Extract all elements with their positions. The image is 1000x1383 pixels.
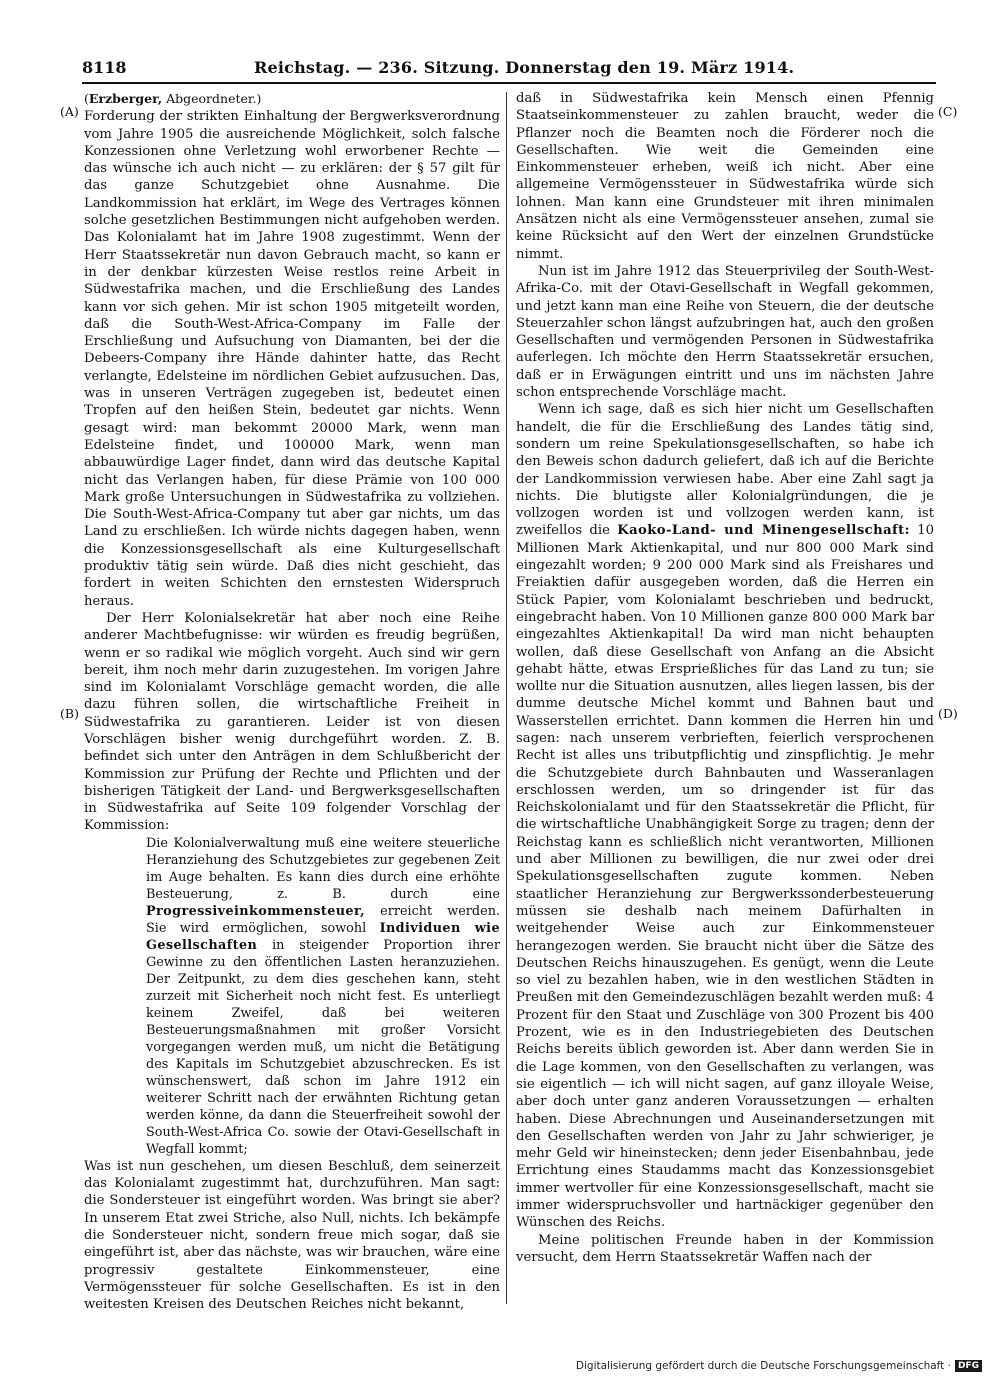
running-title: Reichstag. — 236. Sitzung. Donnerstag den 19. März 1914. xyxy=(254,58,795,77)
paragraph: daß in Südwestafrika kein Mensch einen Pfennig Staatseinkommensteuer zu zahlen braucht, weder die Pflanzer noch die Beamten noch die Förderer noch die Gesellschaften. Wie weit die Gemeinden eine Einkommensteuer erheben, weiß ich nicht. Aber eine allgemeine Vermögenssteuer in Südwestafrika würde sich lohnen. Man kann eine Grundsteuer mit ihren minimalen Ansätzen nicht als eine Vermögenssteuer ansehen, zumal sie keine Rücksicht auf den Wert der einzelnen Grundstücke nimmt. xyxy=(516,91,934,262)
margin-mark-c: (C) xyxy=(938,104,958,119)
paragraph xyxy=(516,401,934,1231)
speaker-line: (Erzberger, Abgeordneter.) xyxy=(84,91,262,106)
quote-text: in steigender Proportion ihrer Gewinne zu den öffentlichen Lasten heranzuziehen. Der Zeitpunkt, zu dem dies geschehen kann, steht zurzeit mit Sicherheit noch nicht fest. Es unterliegt keinem Zweifel, daß bei weiteren Besteuerungsmaßnahmen mit großer Vorsicht vorgegangen werden muß, um nicht die Betätigung des Kapitals im Schutzgebiet abzuschrecken. Es ist wünschenswert, daß schon im Jahre 1912 ein weiterer Schritt nach der erwähnten Richtung getan werden könne, da dann die Steuerfreiheit sowohl der South-West-Africa Co. sowie der Otavi-Gesellschaft in Wegfall kommt; xyxy=(146,937,500,1157)
page-number: 8118 xyxy=(82,58,127,77)
speaker-name: Erzberger, xyxy=(88,91,163,106)
quote-emphasis: Progressiveinkommensteuer, xyxy=(146,903,366,919)
margin-mark-d: (D) xyxy=(938,706,958,721)
quote-text: Die Kolonialverwaltung muß eine weitere steuerliche Heranziehung des Schutzgebietes zur gegebenen Zeit im Auge behalten. Es kann dies durch eine erhöhte Besteuerung, z. B. durch eine xyxy=(146,835,500,902)
paragraph-text: 10 Millionen Mark Aktienkapital, und nur 800 000 Mark sind eingezahlt worden; 9 200 000 Mark sind als Freishares und Freiaktien dafür ausgegeben worden, daß die Herren ein Stück Papier, vom Kolonialamt beschrieben und bedruckt, eingebracht haben. Von 10 Millionen ganze 800 000 Mark bar eingezahltes Aktienkapital! Da wird man nicht behaupten wollen, daß diese Gesellschaft von Anfang an die Absicht gehabt hätte, etwas Ersprießliches für das Land zu tun; sie wollte nur die Situation ausnutzen, alles liegen lassen, bis der dumme deutsche Michel kommt und Bahnen baut und Wasserstellen errichtet. Dann kommen die Herren hin und sagen: nach unserem verbrieften, feierlich versprochenen Recht ist alles uns tributpflichtig und zinspflichtig. Je mehr die Schutzgebiete durch Bahnbauten und Wasseranlagen erschlossen werden, um so dringender ist für das Reichskolonialamt und für den Staatssekretär die Pflicht, für die wirtschaftliche Unabhängigkeit Sorge zu tragen; denn der Reichstag kann es schließlich nicht verantworten, Millionen und aber Millionen zu bewilligen, die nur zwei oder drei Spekulationsgesellschaften zugute kommen. Neben staatlicher Heranziehung zur Bergwerkssonderbesteuerung müssen sie deshalb nach meinem Dafürhalten in weitgehender Weise auch zur Einkommensteuer herangezogen werden. Sie braucht nicht über die Sätze des Deutschen Reichs hinauszugehen. Es genügt, wenn die Leute so viel zu bezahlen haben, wie in den westlichen Städten in Preußen mit den Gemeindezuschlägen bezahlt werden muß: 4 Prozent für den Staat und Zuschläge von 300 Prozent bis 400 Prozent, wie es in den Industriegebieten des Deutschen Reichs bereits üblich geworden ist. Aber dann werden Sie in die Lage kommen, von den Gesellschaften zu verlangen, was sie eigentlich — ich will nicht sagen, auf ganz illoyale Weise, aber doch unter ganz anderen Voraussetzungen — erhalten haben. Diese Abrechnungen und Auseinandersetzungen mit den Gesellschaften werden von Jahr zu Jahr schwieriger, je mehr Geld wir hineinstecken; denn jeder Eisenbahnbau, jede Errichtung eines Staudamms macht das Konzessionsgebiet immer wertvoller für eine Konzessionsgesellschaft, macht sie immer widerspruchsvoller und hartnäckiger gegenüber den Wünschen des Reichs. xyxy=(516,523,934,1231)
left-column xyxy=(84,90,500,1313)
paragraph-text: Wenn ich sage, daß es sich hier nicht um Gesellschaften handelt, die für die Erschließung des Landes tätig sind, sondern um reine Spekulationsgesellschaften, so habe ich den Beweis schon dadurch geliefert, daß ich auf die Berichte der Landkommission verwiesen habe. Aber eine Zahl sagt ja nichts. Die blutigste aller Kolonialgründungen, die je vollzogen worden ist und vollzogen werden kann, ist zweifellos die xyxy=(516,402,934,539)
dfg-logo: DFG xyxy=(955,1360,982,1372)
paragraph: Meine politischen Freunde haben in der Kommission versucht, dem Herrn Staatssekretär Waffen nach der xyxy=(516,1232,934,1265)
header-rule xyxy=(82,82,936,84)
paragraph-emphasis: Kaoko-Land- und Minengesellschaft: xyxy=(617,523,910,539)
quote-text: erreicht werden. Sie wird ermöglichen, sowohl xyxy=(146,903,500,936)
quote-emphasis: Individuen wie Gesellschaften xyxy=(146,920,500,953)
paragraph: Der Herr Kolonialsekretär hat aber noch eine Reihe anderer Machtbefugnisse: wir würden es freudig begrüßen, wenn er so radikal wie möglich vorgeht. Auch sind wir gern bereit, ihm noch mehr darin zuzugestehen. Im vorigen Jahre sind im Kolonialamt Vorschläge gemacht worden, die alle dazu führen sollen, die wirtschaftliche Freiheit in Südwestafrika zu garantieren. Leider ist von diesen Vorschlägen bisher wenig durchgeführt worden. Z. B. befindet sich unter den Anträgen in dem Schlußbericht der Kommission zur Prüfung der Rechte und Pflichten und der bisherigen Tätigkeit der Land- und Bergwerksgesellschaften in Südwestafrika auf Seite 109 folgender Vorschlag der Kommission: xyxy=(84,610,500,834)
right-column xyxy=(516,90,934,1266)
paragraph: Was ist nun geschehen, um diesen Beschluß, dem seinerzeit das Kolonialamt zugestimmt hat, durchzuführen. Man sagt: die Sondersteuer ist eingeführt worden. Was bringt sie aber? In unserem Etat zwei Striche, also Null, nichts. Ich bekämpfe die Sondersteuer nicht, sondern freue mich sogar, daß sie eingeführt ist, aber das nächste, was wir brauchen, wäre eine progressiv gestaltete Einkommensteuer, eine Vermögenssteuer für solche Gesellschaften. Es ist in den weitesten Kreisen des Deutschen Reiches nicht bekannt, xyxy=(84,1158,500,1313)
credit-text: Digitalisierung gefördert durch die Deutsche Forschungsgemeinschaft · xyxy=(575,1360,951,1372)
margin-mark-b: (B) xyxy=(60,706,79,721)
margin-mark-a: (A) xyxy=(60,104,79,119)
column-divider xyxy=(506,92,507,1304)
speaker-role: Abgeordneter.) xyxy=(166,91,262,106)
block-quote xyxy=(146,835,500,1158)
digitization-credit xyxy=(576,1360,982,1372)
paragraph: Forderung der strikten Einhaltung der Bergwerksverordnung vom Jahre 1905 die ausreichende Möglichkeit, solch falsche Konzessionen ohne Verletzung wohl erworbener Rechte — das wünsche ich auch nicht — zu erklären: der § 57 gilt für das ganze Schutzgebiet ohne Ausnahme. Die Landkommission hat erklärt, im Wege des Vertrages können solche gesetzlichen Bestimmungen nicht aufgehoben werden. Das Kolonialamt hat im Jahre 1908 zugestimmt. Wenn der Herr Staatssekretär nun davon Gebrauch macht, so kann er in der denkbar kürzesten Weise restlos reine Arbeit in Südwestafrika machen, und die Erschließung des Landes kann vor sich gehen. Mir ist schon 1905 mitgeteilt worden, daß die South-West-Africa-Company im Falle der Erschließung und Aufsuchung von Diamanten, bei der die Debeers-Company ihre Hände dahinter hatte, das Recht verlangte, Edelsteine im nördlichen Gebiet aufzusuchen. Das, was in unseren Verträgen zugegeben ist, bedeutet einen Tropfen auf den heißen Stein, bedeutet gar nichts. Wenn gesagt wird: man bekommt 20000 Mark, wenn man Edelsteine findet, und 100000 Mark, wenn man abbauwürdige Lager findet, dann wird das deutsche Kapital nicht das Verlangen haben, für diese Prämie von 100 000 Mark große Untersuchungen in Südwestafrika zu vollziehen. Die South-West-Africa-Company tut aber gar nichts, um das Land zu erschließen. Ich würde nichts dagegen haben, wenn die Konzessionsgesellschaft als eine Kulturgesellschaft produktiv tätig sein würde. Daß dies nicht geschieht, das fordert in weiten Schichten den ernstesten Widerspruch heraus. xyxy=(84,109,500,609)
paragraph: Nun ist im Jahre 1912 das Steuerprivileg der South-West-Afrika-Co. mit der Otavi-Gesellschaft in Wegfall gekommen, und jetzt kann man eine Reihe von Steuern, die der deutsche Steuerzahler schon längst aufzubringen hat, auch den großen Gesellschaften und vermögenden Personen in Südwestafrika auferlegen. Ich möchte den Herrn Staatssekretär ersuchen, daß er in Erwägungen eintritt und uns im nächsten Jahre schon entsprechende Vorschläge macht. xyxy=(516,263,934,401)
page-header xyxy=(82,56,936,84)
